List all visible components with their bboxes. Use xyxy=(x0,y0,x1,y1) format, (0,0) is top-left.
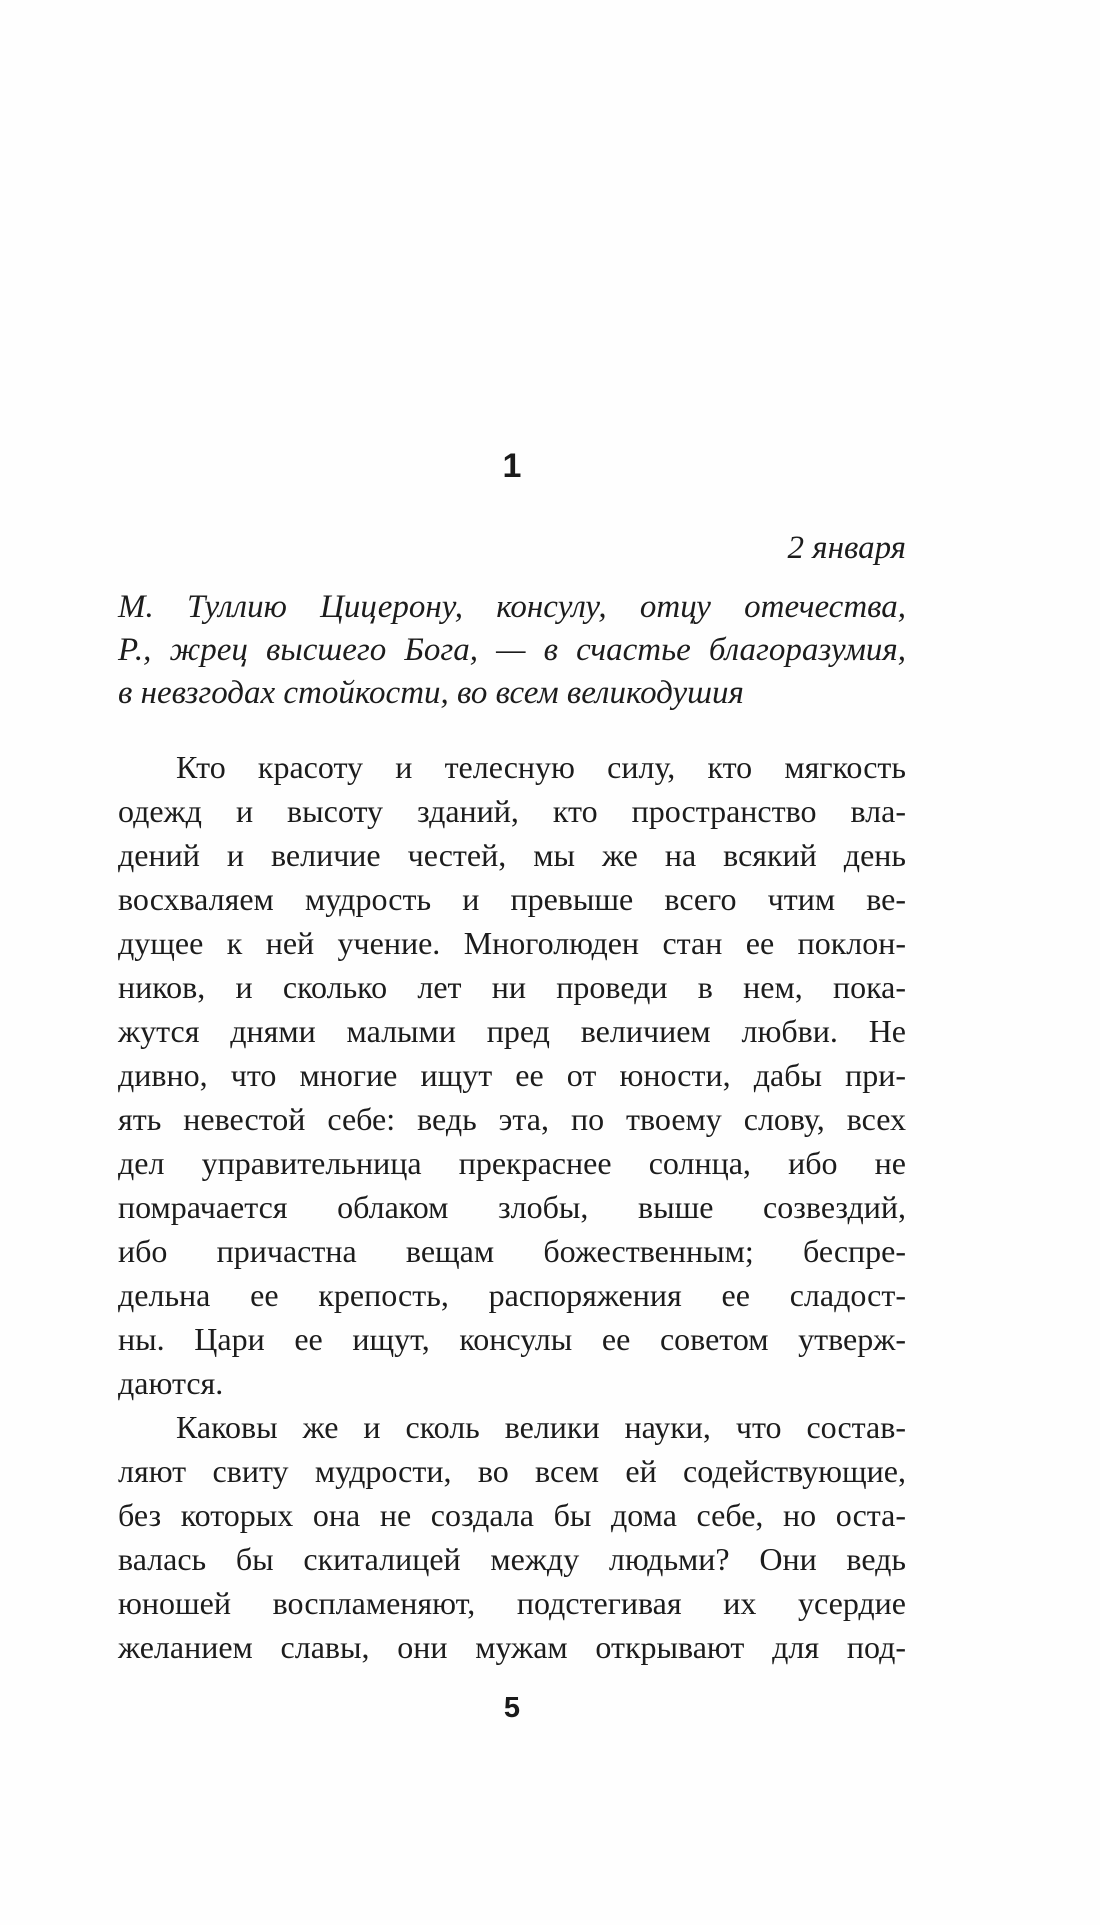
text-line: ников, и сколько лет ни проведи в нем, пока- xyxy=(118,969,906,1005)
text-line: восхваляем мудрость и превыше всего чтим ве- xyxy=(118,881,906,917)
text-line: юношей воспламеняют, подстегивая их усердие xyxy=(118,1585,906,1621)
text-line: дений и величие честей, мы же на всякий день xyxy=(118,837,906,873)
body-text xyxy=(118,745,906,1669)
salutation-line: Р., жрец высшего Бога, — в счастье благоразумия, xyxy=(118,632,906,668)
text-line: ны. Цари ее ищут, консулы ее советом утверж- xyxy=(118,1321,906,1357)
text-line: дущее к ней учение. Многолюден стан ее поклон- xyxy=(118,925,906,961)
text-line: ять невестой себе: ведь эта, по твоему слову, всех xyxy=(118,1101,906,1137)
text-line: одежд и высоту зданий, кто пространство вла- xyxy=(118,793,906,829)
text-line: ибо причастна вещам божественным; беспре- xyxy=(118,1233,906,1269)
text-line: даются. xyxy=(118,1365,224,1401)
text-line: дивно, что многие ищут ее от юности, дабы при- xyxy=(118,1057,906,1093)
salutation-line: в невзгодах стойкости, во всем великодушия xyxy=(118,675,744,711)
text-line: жутся днями малыми пред величием любви. Не xyxy=(118,1013,906,1049)
text-line: Каковы же и сколь велики науки, что состав- xyxy=(176,1409,906,1445)
letter-date: 2 января xyxy=(787,530,906,566)
text-line: Кто красоту и телесную силу, кто мягкость xyxy=(176,749,906,785)
text-line: ляют свиту мудрости, во всем ей содействующие, xyxy=(118,1453,906,1489)
text-line: помрачается облаком злобы, выше созвездий, xyxy=(118,1189,906,1225)
text-line: дельна ее крепость, распоряжения ее сладост- xyxy=(118,1277,906,1313)
text-line: валась бы скиталицей между людьми? Они ведь xyxy=(118,1541,906,1577)
salutation-line: М. Туллию Цицерону, консулу, отцу отечества, xyxy=(118,589,906,625)
chapter-number: 1 xyxy=(502,447,522,485)
page-number: 5 xyxy=(503,1692,521,1724)
text-line: дел управительница прекраснее солнца, ибо не xyxy=(118,1145,906,1181)
text-line: без которых она не создала бы дома себе, но оста- xyxy=(118,1497,906,1533)
text-line: желанием славы, они мужам открывают для под- xyxy=(118,1629,906,1665)
salutation xyxy=(118,586,906,715)
